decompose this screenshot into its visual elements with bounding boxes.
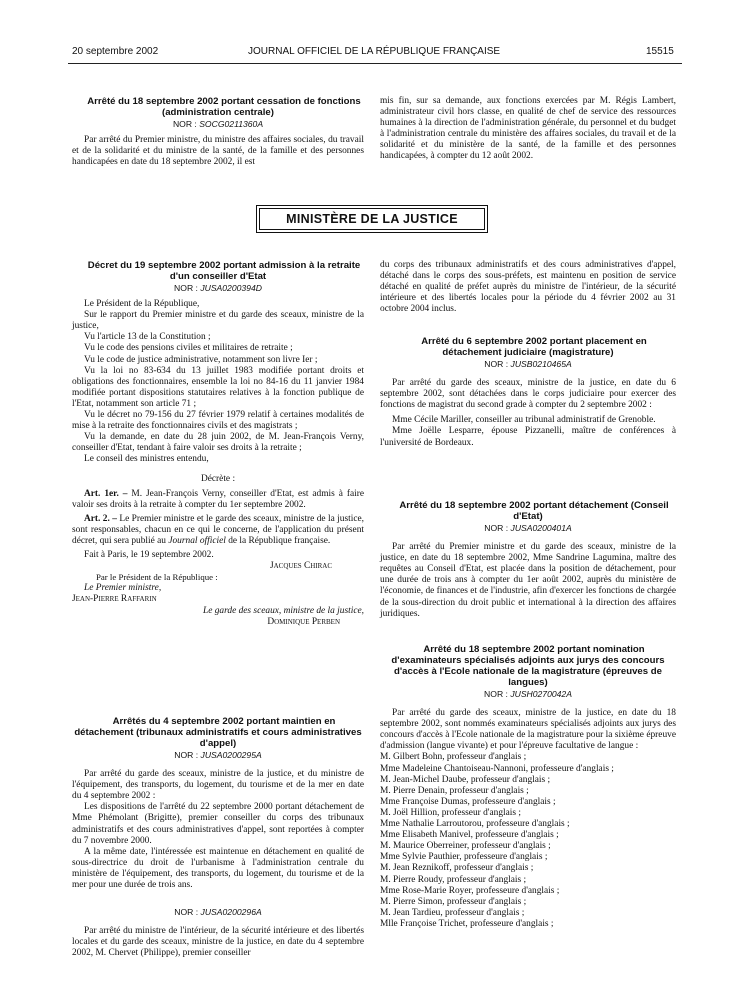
garde-des-sceaux-label: Le garde des sceaux, ministre de la justice,: [203, 605, 364, 616]
article-2: Art. 2. – Le Premier ministre et le garde des sceaux, ministre de la justice, sont responsables, chacun en ce qui le concerne, de l'application du présent décret, qui sera publié au Journal officiel de la République française.: [72, 513, 364, 546]
list-item: Mme Madeleine Chantoiseau-Nannoni, professeure d'anglais ;: [380, 763, 614, 774]
list-item: M. Maurice Oberreiner, professeur d'anglais ;: [380, 841, 551, 852]
paragraph: du corps des tribunaux administratifs et des cours administratives d'appel, détaché dans le corps des sous-préfets, est maintenu en position de service détaché en qualité de préfet auprès du ministre de l'intérieur, de la sécurité intérieure et des libertés locales pour la période du 4 février 2002 au 31 octobre 2004 inclus.: [380, 260, 676, 315]
journal-title: JOURNAL OFFICIEL DE LA RÉPUBLIQUE FRANÇAISE: [248, 46, 501, 57]
nor-line: NOR : SOCG0211360A: [172, 119, 264, 129]
list-item: M. Jean Reznikoff, professeur d'anglais ;: [380, 863, 534, 874]
article-title: Arrêté du 18 septembre 2002 portant cessation de fonctions (administration centrale): [87, 96, 361, 118]
paragraph: Par arrêté du Premier ministre et du garde des sceaux, ministre de la justice, en date du 18 septembre 2002, Mme Sandrine Lagumina, maître des requêtes au Conseil d'Etat, est placée dans la position de détachement, pour une durée de trois ans à compter du 1er août 2002, auprès du ministère de l'économie, de finances et de l'industrie, afin d'exercer les fonctions de chargée de la sous-direction du droit public et international à la direction des affaires juridiques.: [380, 542, 676, 619]
paragraph: Vu le code des pensions civiles et militaires de retraite ;: [84, 343, 293, 354]
decret-title: Décret du 19 septembre 2002 portant admission à la retraite d'un conseiller d'Etat: [87, 260, 361, 282]
signature-president: Jacques Chirac: [269, 561, 332, 572]
signature-premier-ministre: Jean-Pierre Raffarin: [72, 594, 157, 605]
paragraph: Vu l'article 13 de la Constitution ;: [84, 332, 211, 343]
signature-garde-des-sceaux: Dominique Perben: [267, 616, 340, 627]
nor-line: NOR : JUSB0210465A: [484, 359, 572, 369]
page-date: 20 septembre 2002: [72, 46, 159, 57]
ministry-title: MINISTÈRE DE LA JUSTICE: [259, 208, 485, 230]
paragraph: Le Président de la République,: [84, 299, 200, 310]
nor-line: NOR : JUSA0200295A: [174, 750, 262, 760]
list-item: Mlle Françoise Trichet, professeure d'anglais ;: [380, 918, 554, 929]
paragraph: Par arrêté du garde des sceaux, ministre de la justice, en date du 18 septembre 2002, sont nommés examinateurs spécialisés adjoints aux jurys des concours d'accès à l'Ecole nationale de la magistrature pour la sixième épreuve d'admission (langue vivante) et pour l'épreuve facultative de langue :: [380, 708, 676, 752]
decret-section: [72, 260, 364, 628]
paragraph: Par arrêté du ministre de l'intérieur, de la sécurité intérieure et des libertés locales et du garde des sceaux, ministre de la justice, en date du 4 septembre 2002, M. Chervet (Philippe), premier conseiller: [72, 926, 364, 959]
list-item: Mme Françoise Dumas, professeure d'anglais ;: [380, 796, 556, 807]
list-item: M. Joël Hillion, professeur d'anglais ;: [380, 807, 521, 818]
paragraph: Par arrêté du garde des sceaux, ministre de la justice, et du ministre de l'équipement, des transports, du logement, du tourisme et de la mer en date du 4 septembre 2002 :: [72, 769, 364, 802]
list-item: Mme Nathalie Larroutorou, professeure d'anglais ;: [380, 819, 570, 830]
arretes-4-septembre-section: [72, 716, 364, 960]
article-1: Art. 1er. – M. Jean-François Verny, conseiller d'Etat, est admis à faire valoir ses droits à la retraite à compter du 1er septembre 2002.: [72, 488, 364, 510]
paragraph: Par arrêté du garde des sceaux, ministre de la justice, en date du 6 septembre 2002, sont détachées dans le corps judiciaire pour exercer des fonctions de magistrat du second grade à compter du 2 septembre 2002 :: [380, 378, 676, 411]
top-left-article: [72, 96, 364, 168]
arrete-title: Arrêté du 18 septembre 2002 portant nomination d'examinateurs spécialisés adjoints aux jurys des concours d'accès à l'Ecole nationale de la magistrature (épreuves de langues): [391, 644, 665, 688]
premier-ministre-label: Le Premier ministre,: [84, 583, 162, 594]
par-le-president: Par le Président de la République :: [96, 572, 218, 583]
paragraph: Mme Joëlle Lesparre, épouse Pizzanelli, maître de conférences à l'université de Bordeaux.: [380, 426, 676, 448]
paragraph: Mme Cécile Mariller, conseiller au tribunal administratif de Grenoble.: [392, 415, 656, 426]
nor-line: NOR : JUSA0200401A: [484, 523, 572, 533]
page-number: 15515: [646, 46, 674, 57]
paragraph: Vu la loi no 83-634 du 13 juillet 1983 modifiée portant droits et obligations des fonctionnaires, ensemble la loi no 84-16 du 11 janvier 1984 modifiée portant dispositions statutaires relatives à la fonction publique de l'Etat, notamment son article 71 ;: [72, 365, 364, 409]
decrete-heading: Décrète :: [200, 473, 236, 484]
list-item: M. Pierre Simon, professeur d'anglais ;: [380, 896, 527, 907]
list-item: M. Jean Tardieu, professeur d'anglais ;: [380, 907, 525, 918]
arrete-6-septembre-section: [380, 336, 676, 449]
fait-a-paris: Fait à Paris, le 19 septembre 2002.: [84, 550, 214, 561]
arretes-title: Arrêtés du 4 septembre 2002 portant maintien en détachement (tribunaux administratifs et cours administratives d'appel): [74, 716, 362, 749]
list-item: M. Jean-Michel Daube, professeur d'anglais ;: [380, 774, 551, 785]
article-body: Par arrêté du Premier ministre, du ministre des affaires sociales, du travail et de la solidarité et du ministre de la santé, de la famille et des personnes handicapées en date du 18 septembre 2002, il est: [72, 135, 364, 168]
list-item: M. Pierre Denain, professeur d'anglais ;: [380, 785, 529, 796]
header-rule: [68, 63, 682, 64]
nor-line: NOR : JUSA0200296A: [174, 907, 262, 918]
paragraph: Vu la demande, en date du 28 juin 2002, de M. Jean-François Verny, conseiller d'Etat, tendant à faire valoir ses droits à la retraite ;: [72, 432, 364, 454]
top-right-article: [380, 96, 676, 163]
arrete-title: Arrêté du 18 septembre 2002 portant détachement (Conseil d'Etat): [399, 500, 669, 522]
paragraph: Vu le décret no 79-156 du 27 février 1979 relatif à certaines modalités de mise à la retraite des fonctionnaires civils et des magistrats ;: [72, 410, 364, 432]
paragraph: A la même date, l'intéressée est maintenue en détachement en qualité de sous-directrice du droit de l'urbanisme à l'administration centrale du ministère de l'équipement, des transports, du logement, du tourisme et de la mer pour une durée de trois ans.: [72, 846, 364, 891]
paragraph: Vu le code de justice administrative, notamment son livre Ier ;: [84, 354, 318, 365]
examiner-list: [380, 752, 676, 930]
nor-line: NOR : JUSA0200394D: [174, 283, 262, 293]
ministry-banner: [256, 205, 488, 233]
paragraph: Les dispositions de l'arrêté du 22 septembre 2000 portant détachement de Mme Phémolant (Brigitte), premier conseiller du corps des tribunaux administratifs et des cours administratives d'appel, sont reportées à compter du 7 novembre 2000.: [72, 802, 364, 846]
paragraph: Le conseil des ministres entendu,: [84, 454, 209, 465]
list-item: Mme Rose-Marie Royer, professeure d'anglais ;: [380, 885, 560, 896]
article-body: mis fin, sur sa demande, aux fonctions exercées par M. Régis Lambert, administrateur civil hors classe, en qualité de chef de service des ressources humaines à la direction de l'administration générale, du personnel et du budget à l'administration centrale du ministère des affaires sociales, du travail et de la solidarité et du ministère de la santé, de la famille et des personnes handicapées, à compter du 12 août 2002.: [380, 96, 676, 162]
list-item: Mme Elisabeth Manivel, professeure d'anglais ;: [380, 830, 559, 841]
list-item: Mme Sylvie Pauthier, professeure d'anglais ;: [380, 852, 548, 863]
right-column-continuation: [380, 260, 676, 315]
nor-line: NOR : JUSH0270042A: [484, 689, 572, 699]
paragraph: Sur le rapport du Premier ministre et du garde des sceaux, ministre de la justice,: [72, 310, 364, 332]
list-item: M. Gilbert Bohn, professeur d'anglais ;: [380, 752, 527, 763]
arrete-title: Arrêté du 6 septembre 2002 portant placement en détachement judiciaire (magistrature): [421, 336, 647, 358]
list-item: M. Pierre Roudy, professeur d'anglais ;: [380, 874, 527, 885]
arrete-conseil-etat-section: [380, 500, 676, 620]
arrete-enm-section: [380, 644, 676, 930]
